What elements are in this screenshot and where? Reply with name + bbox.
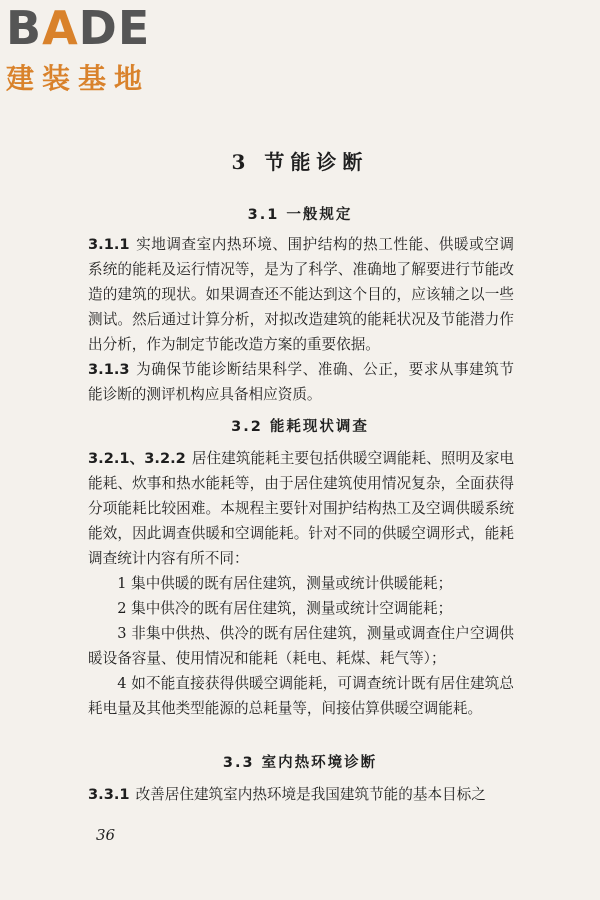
page-number: 36 xyxy=(96,826,116,844)
list-item: 2 集中供冷的既有居住建筑，测量或统计空调能耗； xyxy=(117,600,453,617)
paragraph-3-2-1 xyxy=(88,446,514,571)
logo-subtitle: 建装基地 xyxy=(6,62,151,95)
section-title-3-2: 3.2 能耗现状调查 xyxy=(231,419,369,435)
list-item: 4 如不能直接获得供暖空调能耗，可调查统计既有居住建筑总耗电量及其他类型能源的总耗量等，间接估算供暖空调能耗。 xyxy=(88,675,514,717)
paragraph-text: 实地调查室内热环境、围护结构的热工性能、供暖或空调系统的能耗及运行情况等，是为了科学、准确地了解要进行节能改造的建筑的现状。如果调查还不能达到这个目的，应该辅之以一些测试。然后通过计算分析，对拟改造建筑的能耗状况及节能潜力作出分析，作为制定节能改造方案的重要依据。 xyxy=(88,236,514,353)
clause-number: 3.1.3 xyxy=(88,361,130,378)
paragraph-text: 改善居住建筑室内热环境是我国建筑节能的基本目标之 xyxy=(135,786,486,803)
bade-logo xyxy=(6,1,176,96)
paragraph-3-1-3 xyxy=(88,357,514,407)
paragraph-text: 为确保节能诊断结果科学、准确、公正，要求从事建筑节能诊断的测评机构应具备相应资质。 xyxy=(88,361,514,403)
logo-wordmark: BADE xyxy=(6,1,151,55)
paragraph-3-1-1 xyxy=(88,232,514,357)
clause-number: 3.2.1、3.2.2 xyxy=(88,450,186,467)
section-title-3-3: 3.3 室内热环境诊断 xyxy=(222,755,378,771)
list-item: 3 非集中供热、供冷的既有居住建筑，测量或调查住户空调供暖设备容量、使用情况和能耗（耗电、耗煤、耗气等）； xyxy=(88,625,514,667)
paragraph-3-3-1 xyxy=(88,782,514,807)
chapter-title: 3 节能诊断 xyxy=(231,150,369,174)
paragraph-text: 居住建筑能耗主要包括供暖空调能耗、照明及家电能耗、炊事和热水能耗等，由于居住建筑使用情况复杂，全面获得分项能耗比较困难。本规程主要针对围护结构热工及空调供暖系统能效，因此调查供暖和空调能耗。针对不同的供暖空调形式，能耗调查统计内容有所不同： xyxy=(88,450,514,567)
clause-number: 3.1.1 xyxy=(88,236,130,253)
section-title-3-1: 3.1 一般规定 xyxy=(247,207,353,223)
clause-number: 3.3.1 xyxy=(88,786,130,803)
list-item: 1 集中供暖的既有居住建筑，测量或统计供暖能耗； xyxy=(117,575,453,592)
